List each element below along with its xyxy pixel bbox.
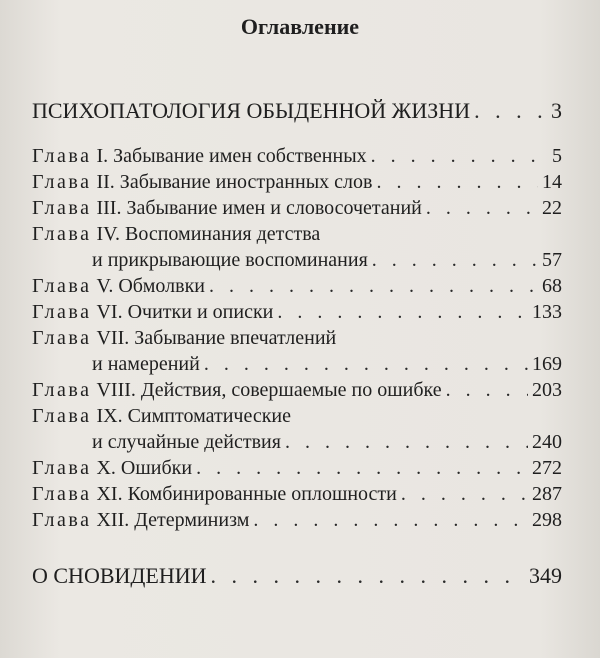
page-number: 57: [542, 249, 562, 271]
toc-chapter-3[interactable]: [32, 197, 562, 223]
chapter-lead: Глава: [32, 145, 92, 167]
chapter-name: VII. Забывание впечатлений: [96, 327, 337, 349]
leader-dots: [376, 171, 538, 194]
leader-dots: [426, 197, 538, 220]
leader-dots: [196, 457, 528, 480]
chapter-title: [32, 509, 249, 532]
leader-dots: [401, 483, 528, 506]
chapter-name: XI. Комбинированные оплошности: [96, 483, 397, 505]
page-number: 3: [551, 98, 562, 123]
toc-chapter-9-line1[interactable]: [32, 405, 562, 431]
toc-section-psychopathology[interactable]: [32, 98, 562, 124]
chapter-name: I. Забывание имен собственных: [96, 145, 367, 167]
chapter-title: [32, 171, 372, 194]
leader-dots: [371, 145, 548, 168]
chapter-title: [32, 327, 336, 350]
chapter-lead: Глава: [32, 457, 92, 479]
chapter-title: [32, 379, 442, 402]
page-number: 22: [542, 197, 562, 219]
page-number: 240: [532, 431, 562, 453]
chapter-name: XII. Детерминизм: [96, 509, 250, 531]
chapter-name: IV. Воспоминания детства: [96, 223, 321, 245]
chapter-name: V. Обмолвки: [96, 275, 206, 297]
page-number: 133: [532, 301, 562, 323]
chapter-lead: Глава: [32, 405, 92, 427]
chapter-name: VI. Очитки и описки: [96, 301, 274, 323]
toc-chapter-6[interactable]: [32, 301, 562, 327]
chapter-title: [32, 197, 422, 220]
chapter-lead: Глава: [32, 223, 92, 245]
chapter-lead: Глава: [32, 327, 92, 349]
chapter-title: [32, 483, 397, 506]
chapter-title-continued: и прикрывающие воспоминания: [92, 249, 368, 271]
chapter-title: [32, 405, 291, 428]
leader-dots: [211, 563, 525, 589]
chapter-title: [32, 457, 192, 480]
leader-dots: [474, 98, 547, 124]
leader-dots: [204, 353, 528, 376]
chapter-name: IX. Симптоматические: [96, 405, 292, 427]
leader-dots: [253, 509, 528, 532]
chapter-name: X. Ошибки: [96, 457, 193, 479]
chapter-lead: Глава: [32, 483, 92, 505]
page-number: 68: [542, 275, 562, 297]
page-number: 349: [529, 563, 562, 588]
toc-chapter-7-line1[interactable]: [32, 327, 562, 353]
chapter-title-continued: и случайные действия: [92, 431, 281, 453]
chapter-title: [32, 145, 367, 168]
toc-section-dreams[interactable]: [32, 563, 562, 589]
chapter-title-continued: и намерений: [92, 353, 200, 375]
page-number: 5: [552, 145, 562, 167]
chapter-lead: Глава: [32, 197, 92, 219]
chapter-lead: Глава: [32, 275, 92, 297]
chapter-lead: Глава: [32, 509, 92, 531]
page-number: 14: [542, 171, 562, 193]
section-title: ПСИХОПАТОЛОГИЯ ОБЫДЕННОЙ ЖИЗНИ: [32, 98, 471, 123]
chapter-lead: Глава: [32, 301, 92, 323]
leader-dots: [372, 249, 538, 272]
toc-chapter-12[interactable]: [32, 509, 562, 535]
chapter-lead: Глава: [32, 171, 92, 193]
chapter-lead: Глава: [32, 379, 92, 401]
leader-dots: [209, 275, 538, 298]
toc-chapter-10[interactable]: [32, 457, 562, 483]
section-title: О СНОВИДЕНИИ: [32, 563, 207, 588]
toc-chapter-5[interactable]: [32, 275, 562, 301]
page-number: 272: [532, 457, 562, 479]
chapter-name: VIII. Действия, совершаемые по ошибке: [96, 379, 442, 401]
page-number: 169: [532, 353, 562, 375]
chapter-name: III. Забывание имен и словосочетаний: [96, 197, 422, 219]
page-number: 298: [532, 509, 562, 531]
page-number: 287: [532, 483, 562, 505]
toc-chapter-7-line2[interactable]: [32, 353, 562, 379]
page-number: 203: [532, 379, 562, 401]
chapter-name: II. Забывание иностранных слов: [96, 171, 373, 193]
toc-chapter-11[interactable]: [32, 483, 562, 509]
chapter-title: [32, 223, 320, 246]
leader-dots: [285, 431, 528, 454]
toc-chapter-2[interactable]: [32, 171, 562, 197]
page-title: Оглавление: [240, 14, 360, 39]
chapter-title: [32, 301, 273, 324]
chapter-title: [32, 275, 205, 298]
toc-chapter-9-line2[interactable]: [32, 431, 562, 457]
leader-dots: [277, 301, 528, 324]
toc-chapter-4-line1[interactable]: [32, 223, 562, 249]
toc-chapter-1[interactable]: [32, 145, 562, 171]
toc-chapter-4-line2[interactable]: [32, 249, 562, 275]
toc-chapter-8[interactable]: [32, 379, 562, 405]
leader-dots: [446, 379, 528, 402]
